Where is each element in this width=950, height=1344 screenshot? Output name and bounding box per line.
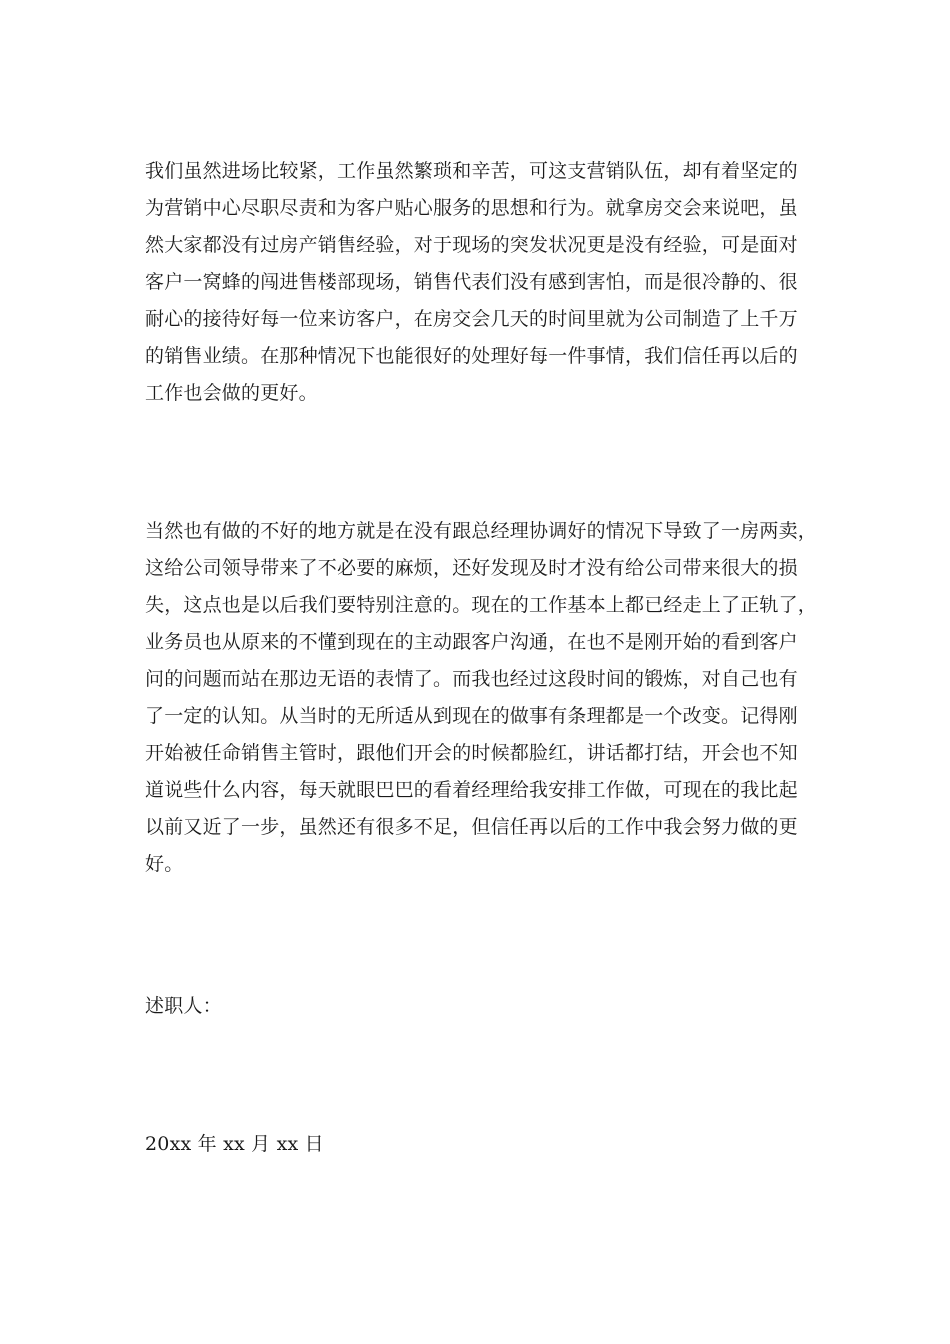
paragraph-2-line: 好。 (145, 853, 184, 875)
paragraph-2-line: 失，这点也是以后我们要特别注意的。现在的工作基本上都已经走上了正轨了， (145, 594, 818, 616)
document-date: 20xx 年 xx 月 xx 日 (145, 1133, 324, 1155)
paragraph-1-line: 耐心的接待好每一位来访客户，在房交会几天的时间里就为公司制造了上千万 (145, 308, 798, 330)
paragraph-2-line: 问的问题而站在那边无语的表情了。而我也经过这段时间的锻炼，对自己也有 (145, 668, 798, 690)
paragraph-1-line: 的销售业绩。在那种情况下也能很好的处理好每一件事情，我们信任再以后的 (145, 345, 798, 367)
paragraph-2-line: 道说些什么内容，每天就眼巴巴的看着经理给我安排工作做，可现在的我比起 (145, 779, 798, 801)
paragraph-1-line: 为营销中心尽职尽责和为客户贴心服务的思想和行为。就拿房交会来说吧，虽 (145, 197, 798, 219)
paragraph-2-line: 了一定的认知。从当时的无所适从到现在的做事有条理都是一个改变。记得刚 (145, 705, 798, 727)
paragraph-2-line: 当然也有做的不好的地方就是在没有跟总经理协调好的情况下导致了一房两卖， (145, 520, 818, 542)
paragraph-2-line: 开始被任命销售主管时，跟他们开会的时候都脸红，讲话都打结，开会也不知 (145, 742, 798, 764)
paragraph-1-line: 工作也会做的更好。 (145, 382, 318, 404)
signature-label: 述职人： (145, 995, 222, 1017)
paragraph-2-line: 以前又近了一步，虽然还有很多不足，但信任再以后的工作中我会努力做的更 (145, 816, 798, 838)
paragraph-1-line: 然大家都没有过房产销售经验，对于现场的突发状况更是没有经验，可是面对 (145, 234, 798, 256)
paragraph-1-line: 客户一窝蜂的闯进售楼部现场，销售代表们没有感到害怕，而是很冷静的、很 (145, 271, 798, 293)
paragraph-1-line: 我们虽然进场比较紧，工作虽然繁琐和辛苦，可这支营销队伍，却有着坚定的 (145, 160, 798, 182)
paragraph-2-line: 业务员也从原来的不懂到现在的主动跟客户沟通，在也不是刚开始的看到客户 (145, 631, 798, 653)
paragraph-2-line: 这给公司领导带来了不必要的麻烦，还好发现及时才没有给公司带来很大的损 (145, 557, 798, 579)
